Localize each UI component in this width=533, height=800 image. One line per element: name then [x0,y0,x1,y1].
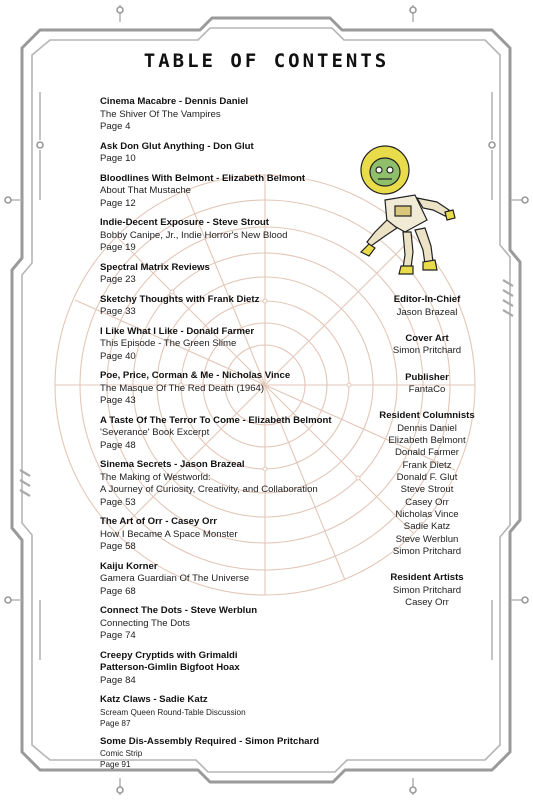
entry-page: Page 33 [100,306,136,317]
entry-subtitle: Gamera Guardian Of The Universe [100,573,250,584]
credit-cover-art [372,333,482,358]
credit-artists [372,572,482,609]
entry-heading: Poe, Price, Corman & Me - Nicholas Vince [100,370,291,381]
credit-role: Cover Art [405,332,449,344]
entry-page: Page 53 [100,496,136,508]
entry-heading: I Like What I Like - Donald Farmer [100,325,255,337]
entry-subtitle: The Masque Of The Red Death (1964) [100,382,265,394]
toc-entry [100,415,390,453]
entry-page: Page 84 [100,674,136,686]
entry-heading-line2: Patterson-Gimlin Bigfoot Hoax [100,662,240,673]
credit-name: Steve Werblun [395,533,459,545]
entry-heading: Kaiju Korner [100,560,158,572]
credit-editor [372,294,482,319]
entry-heading: Creepy Cryptids with Grimaldi [100,649,238,661]
credit-name: Simon Pritchard [392,345,462,357]
entry-page: Page 43 [100,395,136,406]
credit-role: Editor-In-Chief [393,294,461,305]
entry-subtitle: This Episode - The Green Slime [100,338,237,349]
entry-page: Page 12 [100,197,136,209]
credit-name: Jason Brazeal [396,306,458,318]
toc-entry [100,370,390,408]
credit-name: Sadie Katz [403,521,451,533]
entry-subtitle: The Making of Westworld: [100,471,211,483]
toc-entry [100,694,390,729]
entry-subtitle: About That Mustache [100,185,192,196]
credit-role: Resident Columnists [379,410,475,422]
credit-name: Casey Orr [405,596,449,608]
entry-subtitle: Bobby Canipe, Jr., Indie Horror's New Blood [100,229,288,241]
entry-heading: A Taste Of The Terror To Come - Elizabeth Belmont [100,414,332,426]
credit-name: Donald F. Glut [396,472,458,484]
entry-heading: Cinema Macabre - Dennis Daniel [100,96,249,107]
toc-entry [100,262,390,287]
toc-entry [100,459,390,509]
credit-publisher [372,372,482,397]
entry-heading: The Art of Orr - Casey Orr [100,516,217,527]
entry-subtitle-line2: A Journey of Curiosity, Creativity, and Collaboration [100,484,318,495]
entry-subtitle: Connecting The Dots [100,617,190,629]
entry-page: Page 19 [100,242,136,253]
entry-subtitle: Comic Strip [100,749,143,758]
toc-entry [100,217,390,255]
entry-page: Page 23 [100,274,136,285]
page-title: TABLE OF CONTENTS [143,50,390,72]
credit-name: Frank Dietz [402,459,452,471]
entry-heading: Some Dis-Assembly Required - Simon Pritchard [100,735,320,747]
toc-entry [100,516,390,554]
toc-entry [100,141,390,166]
entry-subtitle: How I Became A Space Monster [100,528,238,540]
entry-page: Page 48 [100,439,136,451]
entry-page: Page 10 [100,153,136,164]
entry-page: Page 91 [100,760,131,769]
entry-heading: Connect The Dots - Steve Werblun [100,605,258,616]
credit-name: FantaCo [408,384,446,396]
toc-entry [100,650,390,688]
entry-subtitle: 'Severance' Book Excerpt [100,427,210,438]
entry-heading: Katz Claws - Sadie Katz [100,694,208,705]
toc-entry [100,173,390,211]
toc-entry [100,326,390,364]
entry-heading: Sinema Secrets - Jason Brazeal [100,459,245,470]
toc-entry [100,736,390,771]
entry-page: Page 40 [100,350,136,362]
credit-name: Dennis Daniel [397,422,457,434]
entry-page: Page 87 [100,718,131,728]
entry-page: Page 58 [100,541,136,552]
entry-subtitle: Scream Queen Round-Table Discussion [100,707,246,717]
entry-heading: Bloodlines With Belmont - Elizabeth Belmont [100,172,306,184]
credits-column [372,294,482,623]
credit-name: Simon Pritchard [392,584,462,596]
credit-name: Nicholas Vince [395,508,459,520]
toc-entry [100,294,390,319]
credit-name: Simon Pritchard [392,545,462,557]
entry-heading: Indie-Decent Exposure - Steve Strout [100,217,269,228]
credit-role: Publisher [405,371,449,383]
entry-page: Page 74 [100,630,136,641]
credit-name: Donald Farmer [395,447,459,459]
entry-subtitle: The Shiver Of The Vampires [100,108,221,120]
credit-name: Steve Strout [400,484,454,496]
entry-heading: Sketchy Thoughts with Frank Dietz [100,293,260,305]
credit-name: Elizabeth Belmont [388,435,466,447]
entry-page: Page 4 [100,121,131,132]
toc-entry [100,605,390,643]
credit-role: Resident Artists [390,572,464,584]
toc-entry [100,561,390,599]
toc-list [100,96,390,777]
credit-name: Casey Orr [405,496,449,508]
entry-heading: Ask Don Glut Anything - Don Glut [100,140,254,152]
entry-page: Page 68 [100,585,136,597]
toc-entry [100,96,390,134]
entry-heading: Spectral Matrix Reviews [100,261,210,273]
credit-columnists [372,410,482,558]
